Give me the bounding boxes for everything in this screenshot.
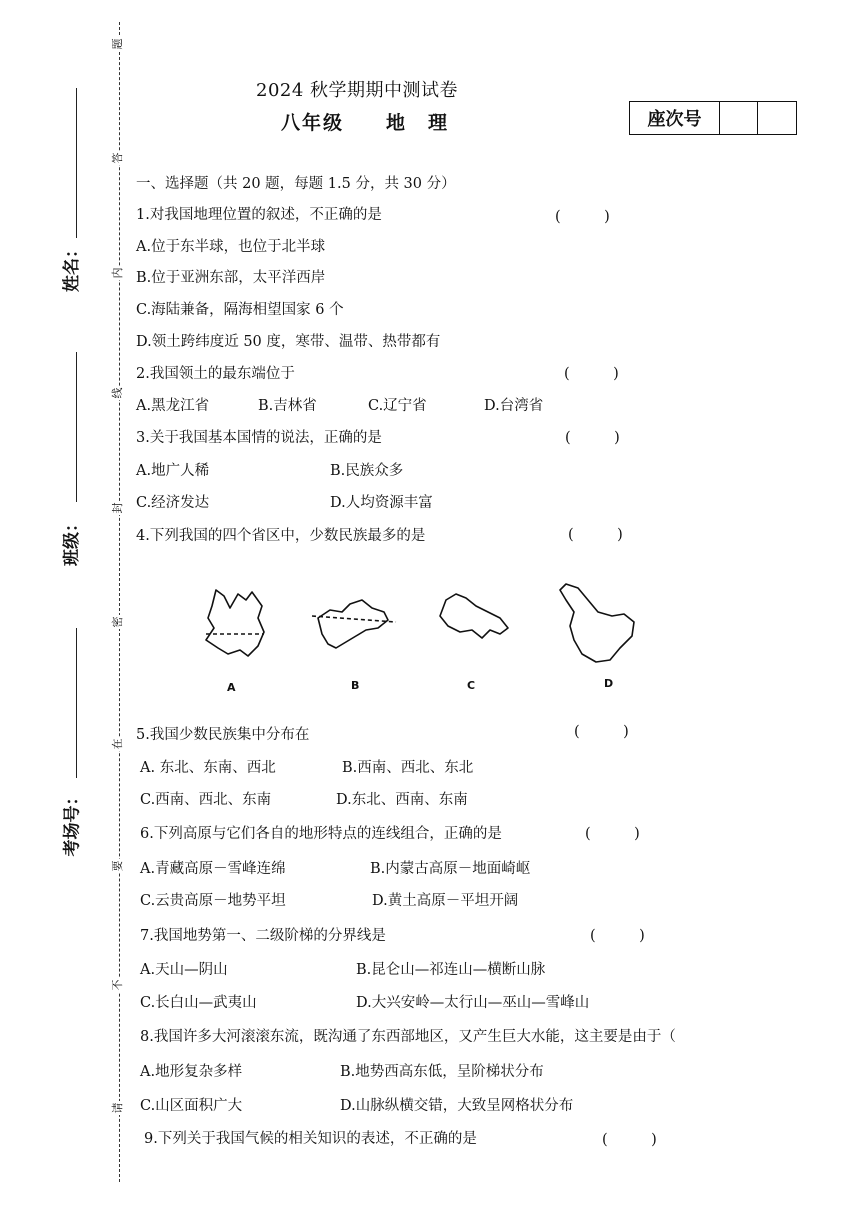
option: B.内蒙古高原－地面崎岖 [370,861,531,877]
province-map-d [560,584,634,662]
option: B.昆仑山—祁连山—横断山脉 [356,962,546,978]
name-label: 姓名： [62,241,82,292]
option: C.山区面积广大 [140,1098,243,1114]
seal-char: 封 [111,502,124,514]
option: A.地广人稀 [136,463,210,479]
seal-char: 线 [111,387,124,399]
exam-room-write-line[interactable] [76,628,77,778]
province-map-b [318,600,388,648]
seat-number-cell[interactable] [719,102,758,134]
question-stem: 4.下列我国的四个省区中，少数民族最多的是 [136,528,426,544]
option: C.云贵高原－地势平坦 [140,893,286,909]
answer-blank[interactable]: ( ) [568,527,623,543]
answer-blank[interactable]: ( ) [585,826,640,842]
option: B.地势西高东低，呈阶梯状分布 [340,1064,544,1080]
option: B.西南、西北、东北 [342,760,474,776]
option: D.台湾省 [484,398,544,414]
question-stem: 9.下列关于我国气候的相关知识的表述，不正确的是 [144,1131,477,1147]
option: B.民族众多 [330,463,404,479]
option: D.山脉纵横交错，大致呈网格状分布 [340,1098,574,1114]
seat-number-label: 座次号 [647,109,702,130]
answer-blank[interactable]: ( ) [590,928,645,944]
question-stem: 1.对我国地理位置的叙述，不正确的是 [136,207,382,223]
seal-char: 请 [111,1102,124,1114]
province-map-b-dash [312,616,396,622]
option: A.天山—阴山 [140,962,228,978]
option: D.大兴安岭—太行山—巫山—雪峰山 [356,995,590,1011]
question-stem: 6.下列高原与它们各自的地形特点的连线组合，正确的是 [140,826,502,842]
exam-title: 2024 秋学期期中测试卷 [256,80,459,101]
seal-char: 密 [111,616,124,628]
question-stem: 3.关于我国基本国情的说法，正确的是 [136,430,382,446]
class-write-line[interactable] [76,352,77,502]
option: A.位于东半球，也位于北半球 [136,239,326,255]
question-stem: 8.我国许多大河滚滚东流，既沟通了东西部地区，又产生巨大水能，这主要是由于（ [140,1029,676,1045]
seat-number-box [629,101,797,135]
name-write-line[interactable] [76,88,77,238]
seal-char: 不 [111,979,124,991]
province-map-a [206,590,264,656]
answer-blank[interactable]: ( ) [574,724,629,740]
option: C.长白山—武夷山 [140,995,257,1011]
answer-blank[interactable]: ( ) [555,209,610,225]
binding-dashed-line [119,22,120,1182]
seal-char: 题 [111,38,124,50]
seal-char: 要 [111,860,124,872]
seat-number-cell[interactable] [757,102,796,134]
option: C.海陆兼备，隔海相望国家 6 个 [136,302,344,318]
map-label-d: D [604,677,614,690]
seal-char: 答 [111,152,124,164]
answer-blank[interactable]: ( ) [564,366,619,382]
option: C.西南、西北、东南 [140,792,272,808]
map-label-b: B [351,679,360,692]
option: A. 东北、东南、西北 [140,760,276,776]
map-label-c: C [467,679,476,692]
option: D.领土跨纬度近 50 度，寒带、温带、热带都有 [136,334,441,350]
map-label-a: A [227,681,236,694]
class-label: 班级： [62,515,82,566]
option: A.黑龙江省 [136,398,210,414]
option: A.青藏高原－雪峰连绵 [140,861,286,877]
seal-char: 内 [111,267,124,279]
seal-char: 在 [111,738,124,750]
option: A.地形复杂多样 [140,1064,243,1080]
question-stem: 5.我国少数民族集中分布在 [136,727,310,743]
option: D.人均资源丰富 [330,495,433,511]
exam-room-label: 考场号： [62,788,83,857]
option: C.经济发达 [136,495,210,511]
answer-blank[interactable]: ( ) [565,430,620,446]
answer-blank[interactable]: ( ) [602,1132,657,1148]
province-map-c [440,594,508,638]
question-stem: 2.我国领土的最东端位于 [136,366,295,382]
option: B.吉林省 [258,398,317,414]
option: D.东北、西南、东南 [336,792,468,808]
option: B.位于亚洲东部，太平洋西岸 [136,270,326,286]
option: D.黄土高原－平坦开阔 [372,893,519,909]
option: C.辽宁省 [368,398,427,414]
exam-subtitle: 八年级 地 理 [281,112,450,134]
section-heading: 一、选择题（共 20 题，每题 1.5 分，共 30 分） [136,176,456,192]
question-stem: 7.我国地势第一、二级阶梯的分界线是 [140,928,386,944]
